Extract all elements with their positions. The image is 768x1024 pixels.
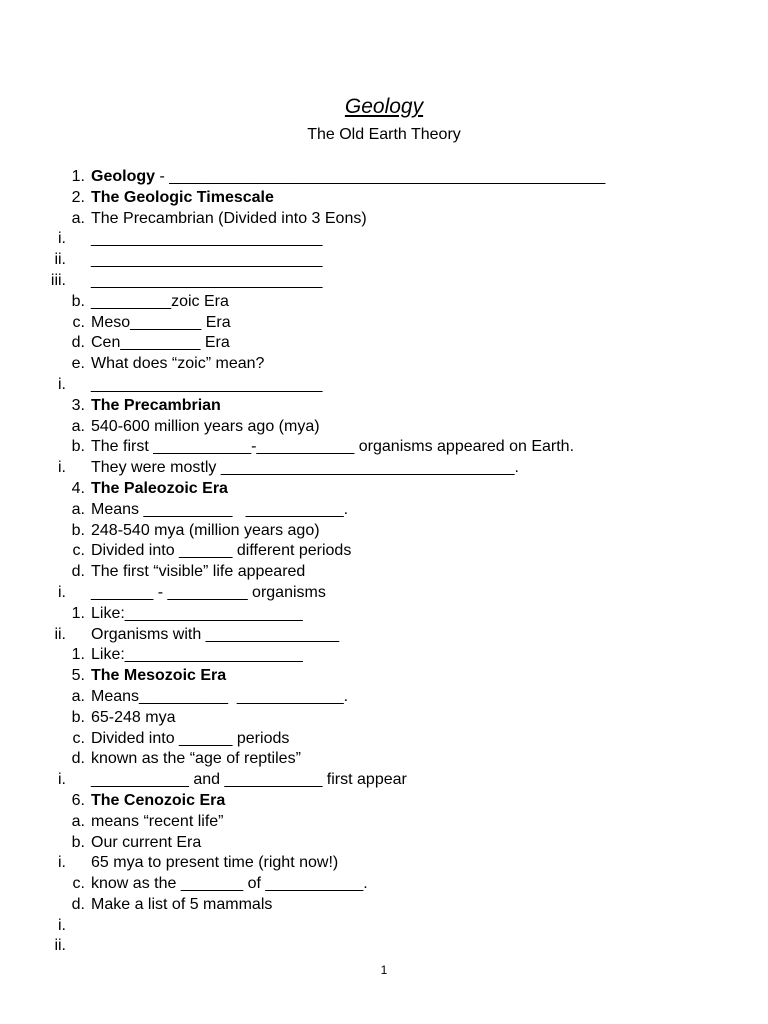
outline-item xyxy=(0,500,768,521)
item-segment: Organisms with _______________ xyxy=(91,625,340,643)
outline-item xyxy=(0,271,768,292)
list-marker: b. xyxy=(71,521,85,539)
list-marker: c. xyxy=(72,729,85,747)
list-marker: d. xyxy=(71,750,85,768)
item-segment: Make a list of 5 mammals xyxy=(91,895,273,913)
list-marker: iii. xyxy=(50,271,66,289)
outline-item xyxy=(0,209,768,230)
list-marker: i. xyxy=(58,583,66,601)
list-marker: 3. xyxy=(71,396,85,414)
item-text xyxy=(91,417,320,438)
list-marker: 1. xyxy=(71,646,85,664)
outline-item xyxy=(0,604,768,625)
item-text xyxy=(91,354,264,375)
item-text xyxy=(91,812,224,833)
outline-item xyxy=(0,458,768,479)
item-segment: 540-600 million years ago (mya) xyxy=(91,417,320,435)
list-marker: i. xyxy=(58,375,66,393)
item-text xyxy=(91,437,574,458)
outline-item xyxy=(0,583,768,604)
item-heading: The Precambrian xyxy=(91,396,221,414)
item-segment: 248-540 mya (million years ago) xyxy=(91,521,320,539)
item-text xyxy=(91,853,338,874)
outline-item xyxy=(0,687,768,708)
item-text xyxy=(91,833,201,854)
list-marker: b. xyxy=(71,292,85,310)
item-text xyxy=(91,229,322,250)
outline-item xyxy=(0,188,768,209)
item-segment: know as the _______ of ___________. xyxy=(91,875,368,893)
outline-item xyxy=(0,417,768,438)
item-segment: __________________________ xyxy=(91,271,323,289)
item-text xyxy=(91,583,326,604)
list-marker: e. xyxy=(71,355,85,373)
item-heading: The Paleozoic Era xyxy=(91,479,228,497)
outline-item xyxy=(0,541,768,562)
outline-item xyxy=(0,936,768,957)
outline-item xyxy=(0,375,768,396)
list-marker: 4. xyxy=(71,479,85,497)
list-marker: a. xyxy=(71,687,85,705)
list-marker: a. xyxy=(71,500,85,518)
list-marker: a. xyxy=(71,209,85,227)
list-marker: b. xyxy=(71,708,85,726)
outline-item xyxy=(0,874,768,895)
item-text xyxy=(91,458,519,479)
item-segment: Means __________ ___________. xyxy=(91,500,349,518)
item-text xyxy=(91,292,229,313)
item-text xyxy=(91,666,226,687)
item-text xyxy=(91,604,303,625)
list-marker: 5. xyxy=(71,667,85,685)
outline-item xyxy=(0,812,768,833)
item-segment: means “recent life” xyxy=(91,812,224,830)
outline-item xyxy=(0,521,768,542)
item-text xyxy=(91,708,176,729)
item-text xyxy=(91,396,221,417)
item-text xyxy=(91,271,322,292)
item-segment: The first “visible” life appeared xyxy=(91,563,306,581)
item-segment: Like:____________________ xyxy=(91,646,303,664)
item-text xyxy=(91,188,274,209)
outline-item xyxy=(0,791,768,812)
worksheet-outline xyxy=(0,167,768,957)
outline-item xyxy=(0,853,768,874)
outline-item xyxy=(0,708,768,729)
list-marker: i. xyxy=(58,854,66,872)
outline-item xyxy=(0,250,768,271)
outline-item xyxy=(0,396,768,417)
outline-item xyxy=(0,292,768,313)
list-marker: c. xyxy=(72,542,85,560)
item-text xyxy=(91,167,605,188)
item-segment: __________________________ xyxy=(91,251,323,269)
list-marker: ii. xyxy=(54,251,66,269)
item-segment: known as the “age of reptiles” xyxy=(91,750,301,768)
item-heading: The Geologic Timescale xyxy=(91,188,274,206)
list-marker: a. xyxy=(71,417,85,435)
item-text xyxy=(91,895,272,916)
item-segment: What does “zoic” mean? xyxy=(91,355,265,373)
item-segment: Our current Era xyxy=(91,833,202,851)
list-marker: ii. xyxy=(54,625,66,643)
item-segment: ___________ and ___________ first appear xyxy=(91,771,407,789)
item-text xyxy=(91,562,305,583)
outline-item xyxy=(0,437,768,458)
item-segment: Like:____________________ xyxy=(91,604,303,622)
item-text xyxy=(91,250,322,271)
item-segment: Means__________ ____________. xyxy=(91,687,349,705)
item-text xyxy=(91,770,407,791)
item-segment: __________________________ xyxy=(91,230,323,248)
item-segment: _______ - _________ organisms xyxy=(91,583,326,601)
outline-item xyxy=(0,333,768,354)
document-subtitle: The Old Earth Theory xyxy=(307,126,461,143)
outline-item xyxy=(0,666,768,687)
list-marker: b. xyxy=(71,438,85,456)
list-marker: i. xyxy=(58,459,66,477)
item-heading: The Cenozoic Era xyxy=(91,791,226,809)
list-marker: 2. xyxy=(71,188,85,206)
outline-item xyxy=(0,833,768,854)
list-marker: d. xyxy=(71,334,85,352)
item-segment: They were mostly _________________________________. xyxy=(91,459,519,477)
outline-item xyxy=(0,645,768,666)
list-marker: c. xyxy=(72,875,85,893)
outline-item xyxy=(0,916,768,937)
item-text xyxy=(91,313,231,334)
outline-item xyxy=(0,313,768,334)
item-text xyxy=(91,729,289,750)
item-text xyxy=(91,749,301,770)
item-text xyxy=(91,625,339,646)
item-segment: - _________________________________________________ xyxy=(155,168,606,185)
list-marker: a. xyxy=(71,812,85,830)
list-marker: 1. xyxy=(71,168,85,185)
item-text xyxy=(91,541,351,562)
outline-item xyxy=(0,354,768,375)
outline-item xyxy=(0,479,768,500)
item-segment: Meso________ Era xyxy=(91,313,231,331)
item-segment: 65-248 mya xyxy=(91,708,176,726)
item-text xyxy=(91,333,230,354)
item-segment: 65 mya to present time (right now!) xyxy=(91,854,339,872)
item-text xyxy=(91,687,348,708)
item-segment: The first ___________-___________ organisms appeared on Earth. xyxy=(91,438,575,456)
list-marker: ii. xyxy=(54,937,66,955)
list-marker: c. xyxy=(72,313,85,331)
list-marker: i. xyxy=(58,771,66,789)
item-heading: Geology xyxy=(91,168,156,185)
item-segment: The Precambrian (Divided into 3 Eons) xyxy=(91,209,367,227)
outline-item xyxy=(0,770,768,791)
list-marker: i. xyxy=(58,230,66,248)
item-text xyxy=(91,791,225,812)
list-marker: d. xyxy=(71,895,85,913)
list-marker: i. xyxy=(58,916,66,934)
outline-item xyxy=(0,895,768,916)
outline-item xyxy=(0,562,768,583)
item-text xyxy=(91,874,368,895)
outline-item xyxy=(0,229,768,250)
item-segment: Divided into ______ periods xyxy=(91,729,290,747)
item-segment: _________zoic Era xyxy=(91,292,229,310)
item-text xyxy=(91,500,348,521)
item-text xyxy=(91,479,228,500)
page-number: 1 xyxy=(380,963,388,977)
item-text xyxy=(91,645,303,666)
item-heading: The Mesozoic Era xyxy=(91,667,227,685)
item-segment: Divided into ______ different periods xyxy=(91,542,352,560)
item-segment: Cen_________ Era xyxy=(91,334,230,352)
item-text xyxy=(91,521,320,542)
document-title: Geology xyxy=(344,95,424,118)
outline-item xyxy=(0,167,768,188)
item-text xyxy=(91,375,322,396)
list-marker: 1. xyxy=(71,604,85,622)
outline-item xyxy=(0,749,768,770)
item-text xyxy=(91,209,367,230)
outline-item xyxy=(0,729,768,750)
list-marker: b. xyxy=(71,833,85,851)
list-marker: d. xyxy=(71,563,85,581)
outline-item xyxy=(0,625,768,646)
item-segment: __________________________ xyxy=(91,375,323,393)
list-marker: 6. xyxy=(71,791,85,809)
